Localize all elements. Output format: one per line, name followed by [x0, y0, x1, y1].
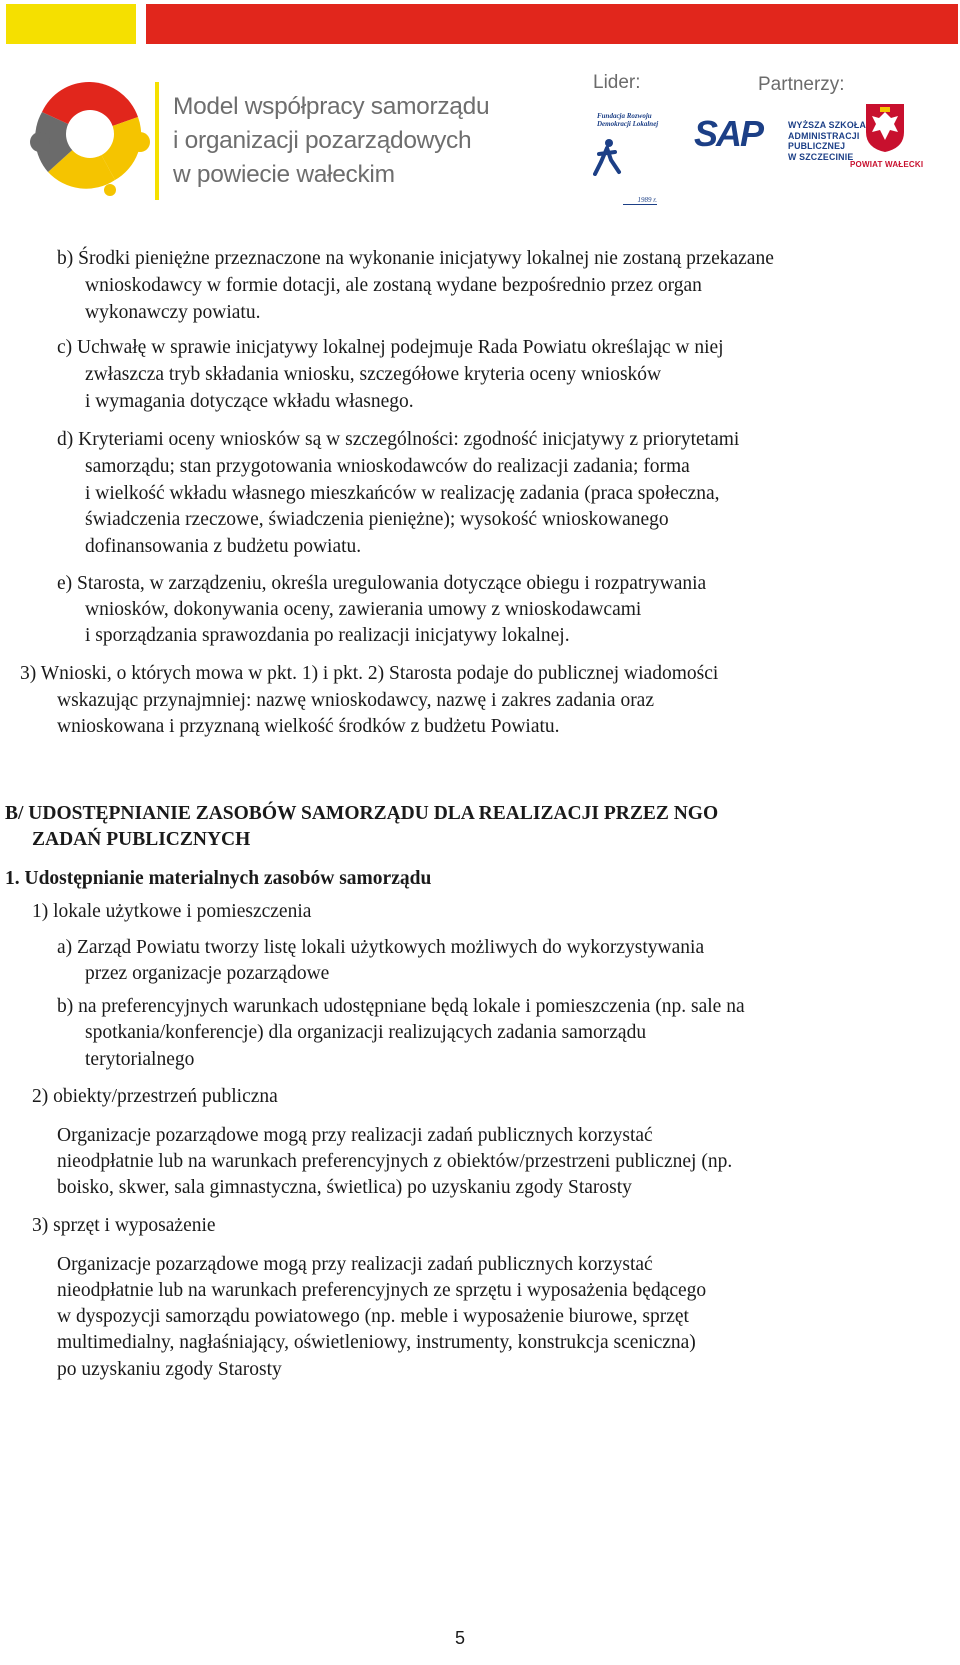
sap-logo — [694, 113, 763, 154]
paragraph-d-line: świadczenia rzeczowe, świadczenia pieniężne); wysokość wnioskowanego — [85, 509, 669, 530]
foundation-logo — [593, 112, 663, 212]
item-3-paragraph-line: po uzyskaniu zgody Starosty — [57, 1359, 282, 1380]
item-3-paragraph-line: multimedialny, nagłaśniający, oświetleniowy, instrumenty, konstrukcja sceniczna) — [57, 1332, 696, 1353]
item-3-heading: 3) sprzęt i wyposażenie — [32, 1215, 216, 1236]
page-header — [0, 50, 960, 204]
paragraph-e-line: wniosków, dokonywania oceny, zawierania umowy z wnioskodawcami — [85, 599, 642, 620]
paragraph-c-line: c) Uchwałę w sprawie inicjatywy lokalnej podejmuje Rada Powiatu określając w niej — [57, 337, 724, 358]
title-divider — [155, 82, 159, 200]
subsection-heading: 1. Udostępnianie materialnych zasobów samorządu — [5, 868, 432, 889]
county-crest-icon — [864, 102, 906, 154]
project-title-line: i organizacji pozarządowych — [173, 127, 472, 154]
leader-label: Lider: — [593, 72, 641, 93]
sap-wordmark: SAP — [694, 113, 763, 154]
university-name-line: WYŻSZA SZKOŁA — [788, 120, 867, 130]
point-3-line: wnioskowana i przyznaną wielkość środków z budżetu Powiatu. — [57, 716, 560, 737]
item-1-heading: 1) lokale użytkowe i pomieszczenia — [32, 901, 312, 922]
item-3-paragraph-line: Organizacje pozarządowe mogą przy realizacji zadań publicznych korzystać — [57, 1254, 653, 1275]
paragraph-b-line: wykonawczy powiatu. — [85, 302, 261, 323]
header-bar-red — [146, 4, 958, 44]
item-3-paragraph-line: w dyspozycji samorządu powiatowego (np. meble i wyposażenie biurowe, sprzęt — [57, 1306, 689, 1327]
university-name-line: PUBLICZNEJ — [788, 141, 846, 151]
foundation-name-line: Fundacja Rozwoju — [597, 112, 652, 120]
page-number: 5 — [455, 1628, 466, 1648]
partners-label: Partnerzy: — [758, 74, 845, 95]
university-name-line: W SZCZECINIE — [788, 151, 854, 162]
paragraph-b-line: wnioskodawcy w formie dotacji, ale zostaną wydane bezpośrednio przez organ — [85, 275, 702, 296]
point-3-line: 3) Wnioski, o których mowa w pkt. 1) i pkt. 2) Starosta podaje do publicznej wiadomości — [20, 663, 719, 684]
university-name — [788, 120, 866, 162]
item-1a-line: przez organizacje pozarządowe — [85, 963, 330, 984]
paragraph-d-line: samorządu; stan przygotowania wnioskodawców do realizacji zadania; forma — [85, 456, 690, 477]
county-label: POWIAT WAŁECKI — [850, 160, 924, 169]
item-2-paragraph-line: nieodpłatnie lub na warunkach preferencyjnych z obiektów/przestrzeni publicznej (np. — [57, 1151, 733, 1172]
paragraph-e-line: i sporządzania sprawozdania po realizacji inicjatywy lokalnej. — [85, 625, 570, 646]
item-1b-line: terytorialnego — [85, 1049, 195, 1070]
item-1b-line: b) na preferencyjnych warunkach udostępniane będą lokale i pomieszczenia (np. sale na — [57, 996, 745, 1017]
paragraph-b-line: b) Środki pieniężne przeznaczone na wykonanie inicjatywy lokalnej nie zostaną przekazane — [57, 248, 774, 269]
university-name-line: ADMINISTRACJI — [788, 130, 860, 141]
section-b-heading: B/ UDOSTĘPNIANIE ZASOBÓW SAMORZĄDU DLA REALIZACJI PRZEZ NGO — [5, 803, 719, 824]
paragraph-e-line: e) Starosta, w zarządzeniu, określa uregulowania dotyczące obiegu i rozpatrywania — [57, 573, 707, 594]
item-1b-line: spotkania/konferencje) dla organizacji realizujących zadania samorządu — [85, 1022, 647, 1043]
item-2-paragraph-line: boisko, skwer, sala gimnastyczna, świetlica) po uzyskaniu zgody Starosty — [57, 1177, 632, 1198]
foundation-year: 1989 r. — [623, 196, 657, 205]
paragraph-d-line: i wielkość wkładu własnego mieszkańców w realizację zadania (praca społeczna, — [85, 483, 720, 504]
paragraph-c-line: i wymagania dotyczące wkładu własnego. — [85, 391, 414, 412]
walking-person-icon — [593, 138, 623, 176]
section-b-heading: ZADAŃ PUBLICZNYCH — [32, 829, 251, 850]
paragraph-c-line: zwłaszcza tryb składania wniosku, szczegółowe kryteria oceny wniosków — [85, 364, 662, 385]
paragraph-d-line: d) Kryteriami oceny wniosków są w szczególności: zgodność inicjatywy z priorytetami — [57, 429, 740, 450]
header-bar-yellow — [6, 4, 136, 44]
item-2-heading: 2) obiekty/przestrzeń publiczna — [32, 1086, 278, 1107]
item-1a-line: a) Zarząd Powiatu tworzy listę lokali użytkowych możliwych do wykorzystywania — [57, 937, 705, 958]
foundation-name-line: Demokracji Lokalnej — [597, 120, 659, 128]
people-circle-logo-icon — [20, 72, 160, 197]
project-title-line: w powiecie wałeckim — [173, 161, 395, 188]
point-3-line: wskazując przynajmniej: nazwę wnioskodawcy, nazwę i zakres zadania oraz — [57, 690, 654, 711]
project-title-line: Model współpracy samorządu — [173, 93, 490, 120]
paragraph-d-line: dofinansowania z budżetu powiatu. — [85, 536, 362, 557]
item-3-paragraph-line: nieodpłatnie lub na warunkach preferencyjnych ze sprzętu i wyposażenia będącego — [57, 1280, 707, 1301]
item-2-paragraph-line: Organizacje pozarządowe mogą przy realizacji zadań publicznych korzystać — [57, 1125, 653, 1146]
project-title — [173, 90, 489, 192]
